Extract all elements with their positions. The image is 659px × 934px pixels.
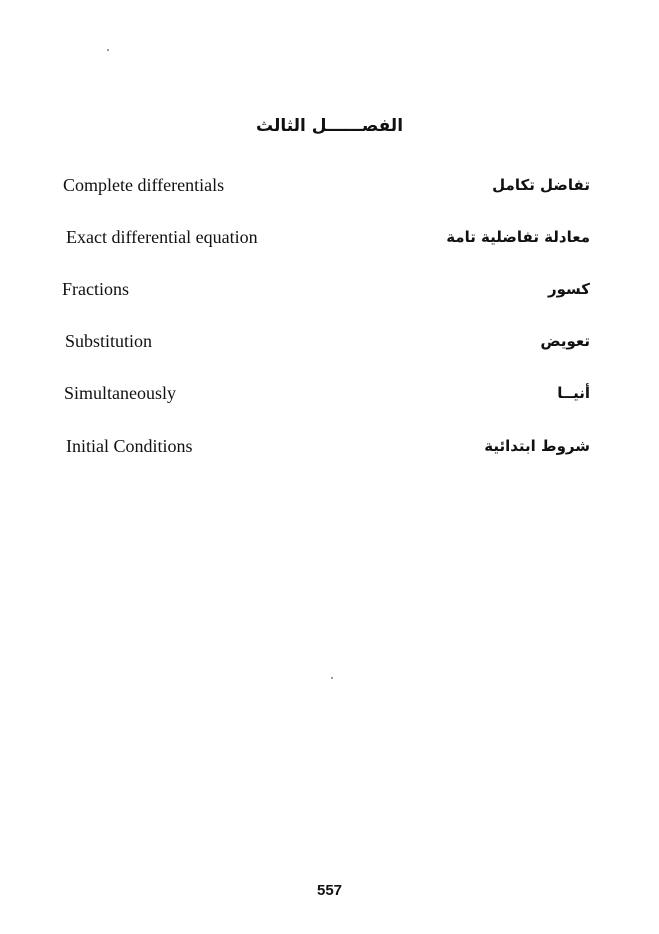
glossary-row [0, 170, 659, 200]
term-arabic: معادلة تفاضلية تامة [446, 228, 590, 246]
term-english: Exact differential equation [66, 227, 258, 247]
page-number: 557 [316, 882, 343, 899]
glossary-row [0, 378, 659, 408]
term-arabic: أنيــا [557, 384, 590, 402]
glossary-row [0, 326, 659, 356]
term-english: Initial Conditions [66, 436, 193, 456]
term-english: Fractions [62, 279, 129, 299]
term-arabic: كسور [547, 280, 590, 298]
term-arabic: شروط ابتدائية [484, 437, 590, 455]
glossary-row [0, 431, 659, 461]
chapter-title: الفصــــــل الثالث [255, 116, 404, 136]
term-english: Simultaneously [64, 383, 176, 403]
term-english: Substitution [65, 331, 153, 351]
term-arabic: تعويض [540, 332, 590, 350]
scan-speck [107, 49, 109, 51]
scan-speck [331, 677, 333, 679]
term-english: Complete differentials [63, 175, 225, 195]
glossary-row [0, 274, 659, 304]
glossary-row [0, 222, 659, 252]
term-arabic: تفاضل تكامل [492, 176, 590, 194]
